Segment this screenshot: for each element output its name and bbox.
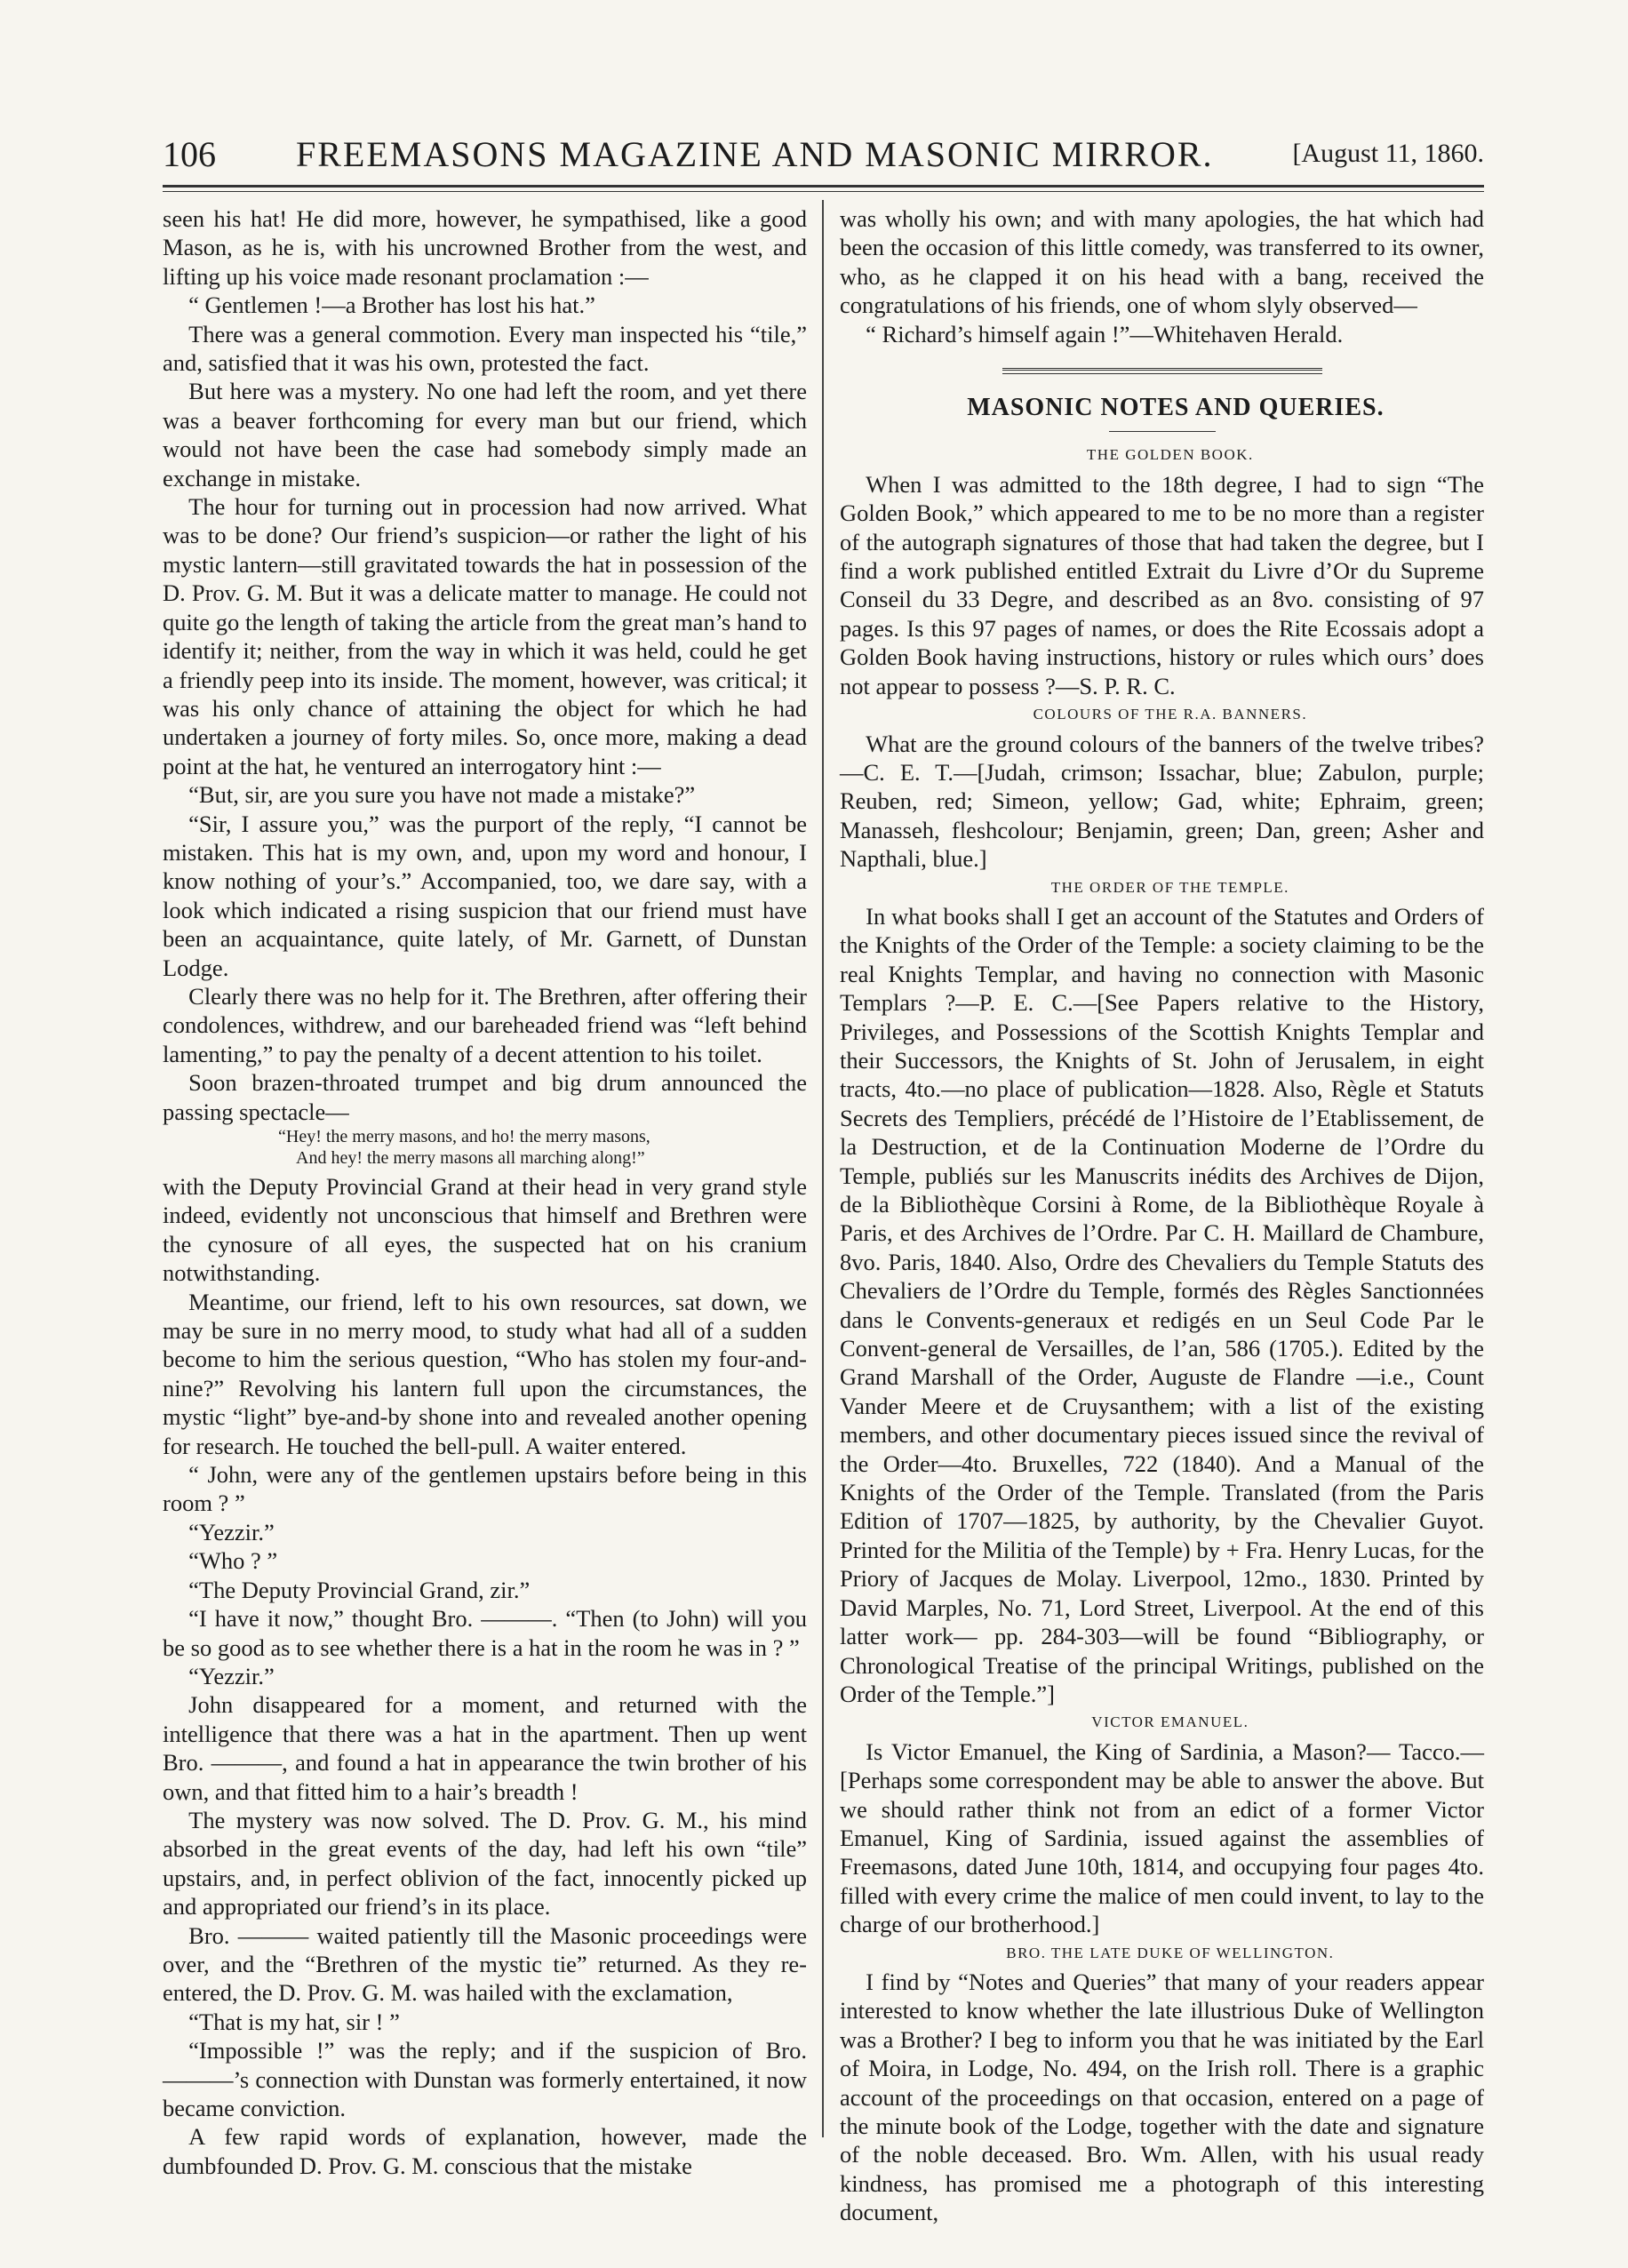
section-title: MASONIC NOTES AND QUERIES.: [967, 394, 1385, 422]
query-heading: VICTOR EMANUEL.: [1091, 1713, 1249, 1731]
paragraph: “I have it now,” thought Bro. ———. “Then (to John) will you be so good as to see whether there is a hat in the room he was in ? ”: [163, 1605, 807, 1661]
paragraph: The hour for turning out in procession had now arrived. What was to be done? Our friend’s suspicion—or rather the light of his mystic lantern—still gravitated towards the hat in possession of the D. Prov. G. M. But it was a delicate matter to manage. He could not quite go the length of taking the article from the great man’s hand to identify it; neither, from the way in which it was held, could he get a friendly peep into its inside. The moment, however, was critical; it was his only chance of attaining the object for which he had undertaken a journey of forty miles. So, once more, making a dead point at the hat, he ventured an interrogatory hint :—: [163, 493, 807, 779]
issue-date: [August 11, 1860.: [1292, 139, 1484, 168]
verse-line: And hey! the merry masons all marching along!”: [296, 1148, 645, 1168]
paragraph: seen his hat! He did more, however, he sympathised, like a good Mason, as he is, with his uncrowned Brother from the west, and lifting up his voice made resonant proclamation :—: [163, 205, 807, 290]
paragraph: A few rapid words of explanation, however, made the dumbfounded D. Prov. G. M. conscious that the mistake: [163, 2123, 807, 2179]
paragraph: with the Deputy Provincial Grand at their head in very grand style indeed, evidently not unconscious that himself and Brethren were the cynosure of all eyes, the suspected hat on his cranium notwithstanding.: [163, 1173, 807, 1287]
masthead-title: FREEMASONS MAGAZINE AND MASONIC MIRROR.: [296, 134, 1214, 174]
right-column: [840, 204, 1484, 2227]
paragraph: “Yezzir.”: [188, 1518, 275, 1545]
page-number: 106: [163, 134, 216, 174]
short-rule: [1109, 431, 1216, 432]
paragraph: “Yezzir.”: [188, 1662, 275, 1689]
paragraph: “But, sir, are you sure you have not made a mistake?”: [188, 781, 696, 809]
paragraph: was wholly his own; and with many apologies, the hat which had been the occasion of this little comedy, was transferred to its owner, who, as he clapped it on his head with a bang, received the congratulations of his friends, one of whom slyly observed—: [840, 205, 1484, 319]
paragraph: “ Gentlemen !—a Brother has lost his hat.”: [188, 291, 595, 319]
left-column: [163, 204, 807, 2180]
header-rule-thick: [163, 185, 1484, 188]
paragraph: “Who ? ”: [188, 1547, 278, 1575]
query-heading: THE ORDER OF THE TEMPLE.: [1050, 878, 1289, 896]
paragraph: Soon brazen-throated trumpet and big drum announced the passing spectacle—: [163, 1069, 807, 1125]
paragraph: When I was admitted to the 18th degree, I had to sign “The Golden Book,” which appeared to me to be no more than a register of the autograph signatures of those that had taken the degree, but I find a work published entitled Extrait du Livre d’Or du Supreme Conseil du 33 Degre, and described as an 8vo. consisting of 97 pages. Is this 97 pages of names, or does the Rite Ecossais adopt a Golden Book having instructions, history or rules which ours’ does not appear to possess ?—S. P. R. C.: [840, 470, 1484, 699]
verse-line: “Hey! the merry masons, and ho! the merry masons,: [278, 1127, 650, 1146]
paragraph: “Sir, I assure you,” was the purport of the reply, “I cannot be mistaken. This hat is my own, and, upon my word and honour, I know nothing of your’s.” Accompanied, too, we dare say, with a look which indicated a rising suspicion that our friend must have been an acquaintance, quite lately, of Mr. Garnett, of Dunstan Lodge.: [163, 810, 807, 981]
paragraph: There was a general commotion. Every man inspected his “tile,” and, satisfied that it was his own, protested the fact.: [163, 320, 807, 377]
paragraph: The mystery was now solved. The D. Prov. G. M., his mind absorbed in the great events of the day, had left his own “tile” upstairs, and, in perfect oblivion of the fact, innocently picked up and appropriated our friend’s in its place.: [163, 1806, 807, 1921]
paragraph: “The Deputy Provincial Grand, zir.”: [188, 1576, 531, 1603]
paragraph: But here was a mystery. No one had left the room, and yet there was a beaver forthcoming for every man but our friend, which would not have been the case had somebody simply made an exchange in mistake.: [163, 378, 807, 491]
header-rule-thin: [163, 191, 1484, 192]
paragraph: “That is my hat, sir ! ”: [188, 2008, 400, 2035]
paragraph: “ Richard’s himself again !”—Whitehaven Herald.: [866, 320, 1344, 347]
paragraph: In what books shall I get an account of the Statutes and Orders of the Knights of the Order of the Temple: a society claiming to be the real Knights Templar, and having no connection with Masonic Templars ?—P. E. C.—[See Papers relative to the History, Privileges, and Possessions of the Scottish Knights Templar and their Successors, the Knights of St. John of Jerusalem, in eight tracts, 4to.—no place of publication—1828. Also, Règle et Statuts Secrets des Templiers, précédé de l’Histoire de l’Etablissement, de la Destruction, et de la Continuation Moderne de l’Ordre du Temple, publiés sur les Manuscrits inédits des Archives de Dijon, de la Bibliothèque Corsini à Rome, de la Bibliothèque Royale à Paris, et des Archives de l’Ordre. Par C. H. Maillard de Chambure, 8vo. Paris, 1840. Also, Ordre des Chevaliers du Temple Statuts des Chevaliers de l’Ordre du Temple, formés des Règles Sanctionnées dans le Convents-generaux et redigés en un Seul Code Par le Convent-general de Versailles, de l’an, 586 (1705.). Edited by the Grand Marshall of the Order, Auguste de Flandre —i.e., Count Vander Meere et de Cruysanthem; with a list of the existing members, and other documentary pieces issued since the revival of the Order—4to. Bruxelles, 722 (1840). And a Manual of the Knights of the Order of the Temple. Translated (from the Paris Edition of 1707—1825, by authority, by the Chevalier Guyot. Printed for the Militia of the Temple) by + Fra. Henry Lucas, for the Priory of Jacques de Molay. Liverpool, 12mo., 1830. Printed by David Marples, No. 71, Lord Street, Liverpool. At the end of this latter work— pp. 284-303—will be found “Bibliography, or Chronological Treatise of the principal Writings, published on the Order of the Temple.”]: [840, 902, 1484, 1707]
paragraph: Bro. ——— waited patiently till the Masonic proceedings were over, and the “Brethren of the mystic tie” returned. As they re-entered, the D. Prov. G. M. was hailed with the exclamation,: [163, 1921, 807, 2007]
paragraph: “ John, were any of the gentlemen upstairs before being in this room ? ”: [163, 1461, 807, 1517]
column-divider: [822, 200, 824, 2137]
page-header: [163, 133, 1484, 178]
paragraph: What are the ground colours of the banners of the twelve tribes? —C. E. T.—[Judah, crimson; Issachar, blue; Zabulon, purple; Reuben, red; Simeon, yellow; Gad, white; Ephraim, green; Manasseh, fleshcolour; Benjamin, green; Dan, green; Asher and Napthali, blue.]: [840, 730, 1484, 873]
paragraph: I find by “Notes and Queries” that many of your readers appear interested to know whether the late illustrious Duke of Wellington was a Brother? I beg to inform you that he was initiated by the Earl of Moira, in Lodge, No. 494, on the Irish roll. There is a graphic account of the proceedings on that occasion, entered on a page of the minute book of the Lodge, together with the date and signature of the noble deceased. Bro. Wm. Allen, with his usual ready kindness, has promised me a photograph of this interesting document,: [840, 1968, 1484, 2226]
paragraph: Meantime, our friend, left to his own resources, sat down, we may be sure in no merry mood, to study what had all of a sudden become to him the serious question, “Who has stolen my four-and-nine?” Revolving his lantern full upon the circumstances, the mystic “light” bye-and-by shone into and revealed another opening for research. He touched the bell-pull. A waiter entered.: [163, 1288, 807, 1459]
paragraph: “Impossible !” was the reply; and if the suspicion of Bro. ———’s connection with Dunstan was formerly entertained, it now became conviction.: [163, 2037, 807, 2121]
paragraph: John disappeared for a moment, and returned with the intelligence that there was a hat in the apartment. Then up went Bro. ———, and found a hat in appearance the twin brother of his own, and that fitted him to a hair’s breadth !: [163, 1691, 807, 1805]
paragraph: Clearly there was no help for it. The Brethren, after offering their condolences, withdrew, and our bareheaded friend was “left behind lamenting,” to pay the penalty of a decent attention to his toilet.: [163, 982, 807, 1067]
paragraph: Is Victor Emanuel, the King of Sardinia, a Mason?— Tacco.—[Perhaps some correspondent may be able to answer the above. But we should rather think not from an edict of a former Victor Emanuel, King of Sardinia, issued against the assemblies of Freemasons, dated June 10th, 1814, and occupying four pages 4to. filled with every crime the malice of men could invent, to lay to the charge of our brotherhood.]: [840, 1737, 1484, 1938]
query-heading: THE GOLDEN BOOK.: [1086, 446, 1254, 464]
query-heading: COLOURS OF THE R.A. BANNERS.: [1033, 706, 1308, 723]
section-separator: [1002, 368, 1322, 374]
query-heading: BRO. THE LATE DUKE OF WELLINGTON.: [1006, 1944, 1335, 1961]
